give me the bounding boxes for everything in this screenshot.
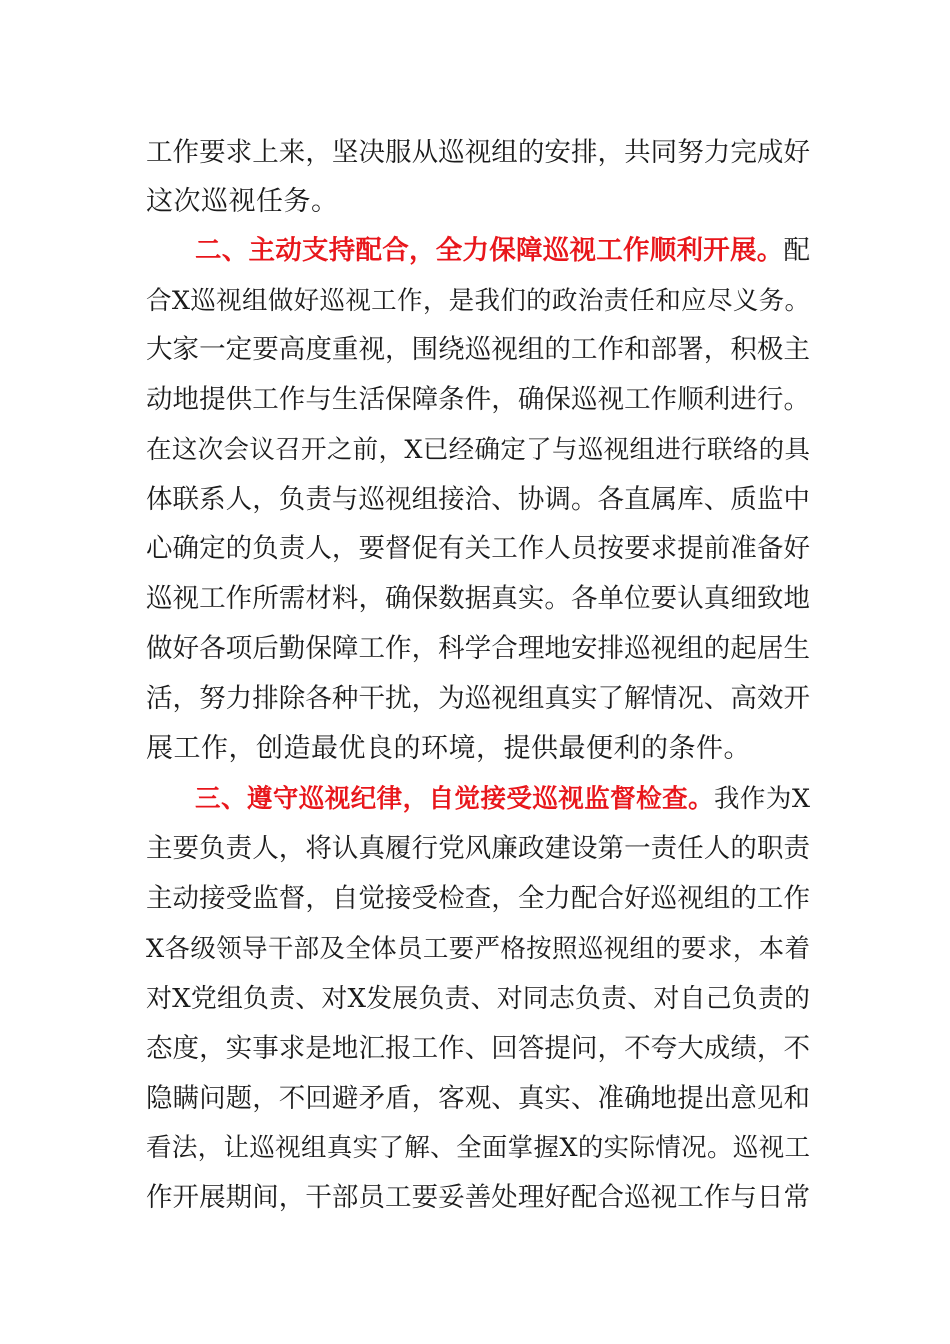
text-line-content: 活，努力排除各种干扰，为巡视组真实了解情况、高效开 <box>146 683 810 714</box>
text-line-content: 合X巡视组做好巡视工作，是我们的政治责任和应尽义务。 <box>146 286 810 316</box>
text-line-content: 做好各项后勤保障工作，科学合理地安排巡视组的起居生 <box>146 633 810 664</box>
text-line <box>146 879 810 919</box>
text-line <box>146 182 339 222</box>
text-line <box>146 979 810 1019</box>
text-line <box>146 1079 810 1119</box>
text-line <box>146 529 810 569</box>
text-line-content: 配 <box>783 235 810 266</box>
text-line-content: 展工作，创造最优良的环境，提供最便利的条件。 <box>146 733 751 764</box>
text-line <box>146 629 810 669</box>
text-line-content: X各级领导干部及全体员工要严格按照巡视组的要求，本着 <box>146 934 810 964</box>
text-line <box>146 729 751 769</box>
text-line <box>146 330 810 370</box>
text-line <box>146 380 810 420</box>
text-line-content: 体联系人，负责与巡视组接洽、协调。各直属库、质监中 <box>146 484 810 515</box>
text-line <box>146 1128 810 1168</box>
text-line-content: 主动接受监督，自觉接受检查，全力配合好巡视组的工作 <box>146 883 810 914</box>
text-line <box>146 829 810 869</box>
section-heading-3: 三、遵守巡视纪律，自觉接受巡视监督检查。 <box>195 784 714 814</box>
text-line <box>146 281 810 321</box>
text-line <box>146 929 810 969</box>
section-heading-2: 二、主动支持配合，全力保障巡视工作顺利开展。 <box>195 235 784 266</box>
text-line <box>146 430 810 470</box>
text-line-content: 巡视工作所需材料，确保数据真实。各单位要认真细致地 <box>146 583 810 614</box>
text-line-content: 工作要求上来，坚决服从巡视组的安排，共同努力完成好 <box>146 137 810 168</box>
text-line-content: 我作为X <box>713 784 810 814</box>
text-line-content: 态度，实事求是地汇报工作、回答提问，不夸大成绩，不 <box>146 1033 810 1064</box>
section-heading-line <box>195 779 810 819</box>
text-line-content: 大家一定要高度重视，围绕巡视组的工作和部署，积极主 <box>146 334 810 365</box>
text-line <box>146 579 810 619</box>
text-line-content: 主要负责人，将认真履行党风廉政建设第一责任人的职责 <box>146 833 810 864</box>
text-line-content: 对X党组负责、对X发展负责、对同志负责、对自己负责的 <box>146 984 810 1014</box>
text-line-content: 心确定的负责人，要督促有关工作人员按要求提前准备好 <box>146 533 810 564</box>
text-line <box>146 133 810 173</box>
text-line-content: 隐瞒问题，不回避矛盾，客观、真实、准确地提出意见和 <box>146 1083 810 1114</box>
text-line <box>146 1178 810 1218</box>
text-line-content: 作开展期间，干部员工要妥善处理好配合巡视工作与日常 <box>146 1182 810 1213</box>
text-line <box>146 679 810 719</box>
text-line-content: 看法，让巡视组真实了解、全面掌握X的实际情况。巡视工 <box>146 1133 810 1163</box>
section-heading-line <box>195 231 810 271</box>
text-line-content: 在这次会议召开之前，X已经确定了与巡视组进行联络的具 <box>146 435 810 465</box>
text-line-content: 这次巡视任务。 <box>146 186 339 217</box>
text-line-content: 动地提供工作与生活保障条件，确保巡视工作顺利进行。 <box>146 384 810 415</box>
text-line <box>146 480 810 520</box>
text-line <box>146 1029 810 1069</box>
